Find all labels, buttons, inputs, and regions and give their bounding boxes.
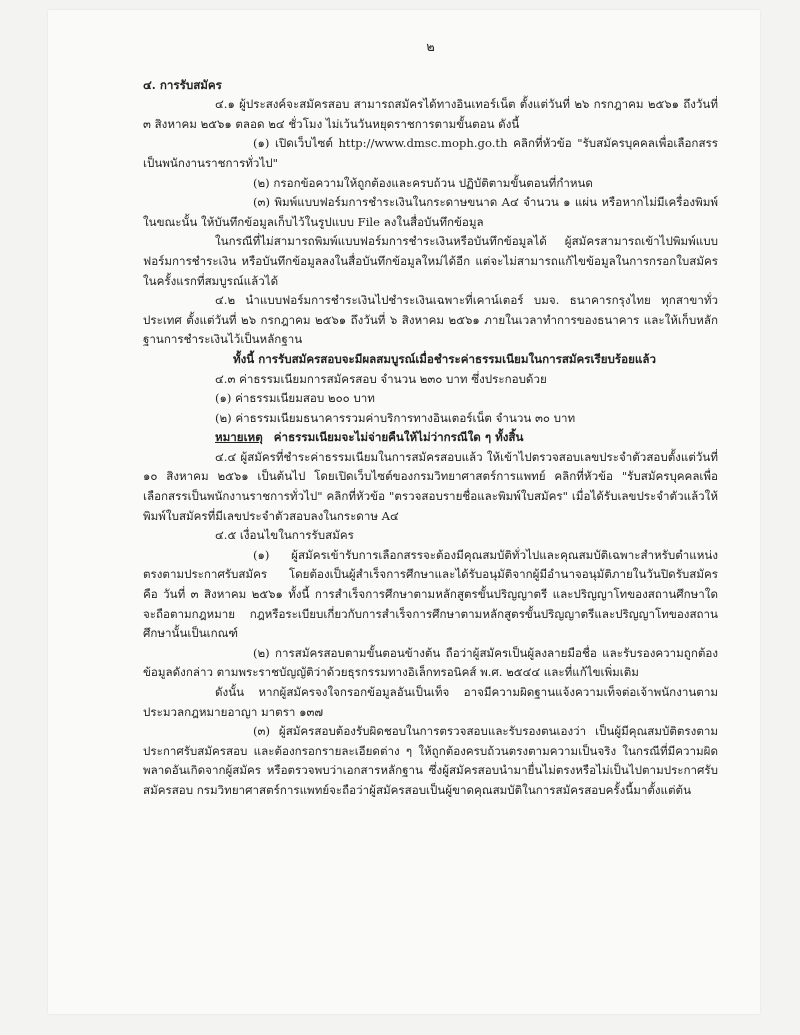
condition-1: (๑) ผู้สมัครเข้ารับการเลือกสรรจะต้องมีคุณสมบัติทั่วไปและคุณสมบัติเฉพาะสำหรับตำแหน่งตรงตามประกาศรับสมัคร โดยต้องเป็นผู้สำเร็จการศึกษาและได้รับอนุมัติจากผู้มีอำนาจอนุมัติภายในวันปิดรับสมัคร คือ วันที่ ๓ สิงหาคม ๒๕๖๑ ทั้งนี้ การสำเร็จการศึกษาตามหลักสูตรขั้นปริญญาตรี และปริญญาโทของสถานศึกษาใด จะถือตามกฎหมาย กฎหรือระเบียบเกี่ยวกับการสำเร็จการศึกษาตามหลักสูตรขั้นปริญญาตรีและปริญญาโทของสถานศึกษานั้นเป็นเกณฑ์ bbox=[143, 547, 718, 641]
page-number: ๒ bbox=[426, 40, 435, 55]
step-3: (๓) พิมพ์แบบฟอร์มการชำระเงินในกระดาษขนาด A๔ จำนวน ๑ แผ่น หรือหากไม่มีเครื่องพิมพ์ในขณะนั้น ให้บันทึกข้อมูลเก็บไว้ในรูปแบบ File ลงในสื่อบันทึกข้อมูล bbox=[143, 195, 718, 229]
condition-3: (๓) ผู้สมัครสอบต้องรับผิดชอบในการตรวจสอบและรับรองตนเองว่า เป็นผู้มีคุณสมบัติตรงตามประกาศรับสมัครสอบ และต้องกรอกรายละเอียดต่าง ๆ ให้ถูกต้องครบถ้วนตรงตามความเป็นจริง ในกรณีที่มีความผิดพลาดอันเกิดจากผู้สมัคร หรือตรวจพบว่าเอกสารหลักฐาน ซึ่งผู้สมัครสอบนำมายื่นไม่ตรงหรือไม่เป็นไปตามประกาศรับสมัครสอบ กรมวิทยาศาสตร์การแพทย์จะถือว่าผู้สมัครสอบเป็นผู้ขาดคุณสมบัติในการสมัครสอบครั้งนี้มาตั้งแต่ต้น bbox=[143, 724, 718, 797]
document-content bbox=[143, 38, 718, 801]
remark bbox=[143, 428, 718, 448]
paragraph-4-4: ๔.๔ ผู้สมัครที่ชำระค่าธรรมเนียมในการสมัครสอบแล้ว ให้เข้าไปตรวจสอบเลขประจำตัวสอบตั้งแต่วันที่ ๑๐ สิงหาคม ๒๕๖๑ เป็นต้นไป โดยเปิดเว็บไซต์ของกรมวิทยาศาสตร์การแพทย์ คลิกที่หัวข้อ "รับสมัครบุคคลเพื่อเลือกสรรเป็นพนักงานราชการทั่วไป" คลิกที่หัวข้อ "ตรวจสอบรายชื่อและพิมพ์ใบสมัคร" เมื่อได้รับเลขประจำตัวแล้วให้พิมพ์ใบสมัครที่มีเลขประจำตัวสอบลงในกระดาษ A๔ bbox=[143, 449, 718, 523]
section-title: ๔. การรับสมัคร bbox=[143, 77, 222, 92]
paragraph-4-3: ๔.๓ ค่าธรรมเนียมการสมัครสอบ จำนวน ๒๓๐ บาท ซึ่งประกอบด้วย bbox=[215, 371, 547, 386]
document-page bbox=[48, 10, 760, 1014]
condition-2: (๒) การสมัครสอบตามขั้นตอนข้างต้น ถือว่าผู้สมัครเป็นผู้ลงลายมือชื่อ และรับรองความถูกต้องข้อมูลดังกล่าว ตามพระราชบัญญัติว่าด้วยธุรกรรมทางอิเล็กทรอนิคส์ พ.ศ. ๒๕๔๔ และที่แก้ไขเพิ่มเติม bbox=[143, 645, 718, 680]
paragraph-4-2: ๔.๒ นำแบบฟอร์มการชำระเงินไปชำระเงินเฉพาะที่เคาน์เตอร์ บมจ. ธนาคารกรุงไทย ทุกสาขาทั่วประเทศ ตั้งแต่วันที่ ๒๖ กรกฎาคม ๒๕๖๑ ถึงวันที่ ๖ สิงหาคม ๒๕๖๑ ภายในเวลาทำการของธนาคาร และให้เก็บหลักฐานการชำระเงินไว้เป็นหลักฐาน bbox=[143, 293, 718, 347]
step-1: (๑) เปิดเว็บไซต์ http://www.dmsc.moph.go.th คลิกที่หัวข้อ "รับสมัครบุคคลเพื่อเลือกสรรเป็นพนักงานราชการทั่วไป" bbox=[143, 136, 718, 170]
paragraph-4-1: ๔.๑ ผู้ประสงค์จะสมัครสอบ สามารถสมัครได้ทางอินเทอร์เน็ต ตั้งแต่วันที่ ๒๖ กรกฎาคม ๒๕๖๑ ถึงวันที่ ๓ สิงหาคม ๒๕๖๑ ตลอด ๒๔ ชั่วโมง ไม่เว้นวันหยุดราชการตามขั้นตอน ดังนี้ bbox=[143, 97, 718, 131]
remark-text: ค่าธรรมเนียมจะไม่จ่ายคืนให้ไม่ว่ากรณีใด ๆ ทั้งสิ้น bbox=[273, 430, 524, 445]
print-note: ในกรณีที่ไม่สามารถพิมพ์แบบฟอร์มการชำระเงินหรือบันทึกข้อมูลได้ ผู้สมัครสามารถเข้าไปพิมพ์แบบฟอร์มการชำระเงิน หรือบันทึกข้อมูลลงในสื่อบันทึกข้อมูลใหม่ได้อีก แต่จะไม่สามารถแก้ไขข้อมูลในการกรอกใบสมัครในครั้งแรกที่สมบูรณ์แล้วได้ bbox=[143, 234, 718, 288]
fee-item-1: (๑) ค่าธรรมเนียมสอบ ๒๐๐ บาท bbox=[215, 391, 375, 406]
fee-item-2: (๒) ค่าธรรมเนียมธนาคารรวมค่าบริการทางอินเตอร์เน็ต จำนวน ๓๐ บาท bbox=[215, 410, 576, 425]
step-2: (๒) กรอกข้อความให้ถูกต้องและครบถ้วน ปฏิบัติตามขั้นตอนที่กำหนด bbox=[253, 175, 593, 190]
remark-label: หมายเหตุ bbox=[215, 430, 263, 445]
false-info-note: ดังนั้น หากผู้สมัครจงใจกรอกข้อมูลอันเป็นเท็จ อาจมีความผิดฐานแจ้งความเท็จต่อเจ้าพนักงานตามประมวลกฎหมายอาญา มาตรา ๑๓๗ bbox=[143, 685, 718, 719]
paragraph-4-5: ๔.๕ เงื่อนไขในการรับสมัคร bbox=[215, 528, 354, 543]
completion-note: ทั้งนี้ การรับสมัครสอบจะมีผลสมบูรณ์เมื่อชำระค่าธรรมเนียมในการสมัครเรียบร้อยแล้ว bbox=[233, 351, 656, 366]
